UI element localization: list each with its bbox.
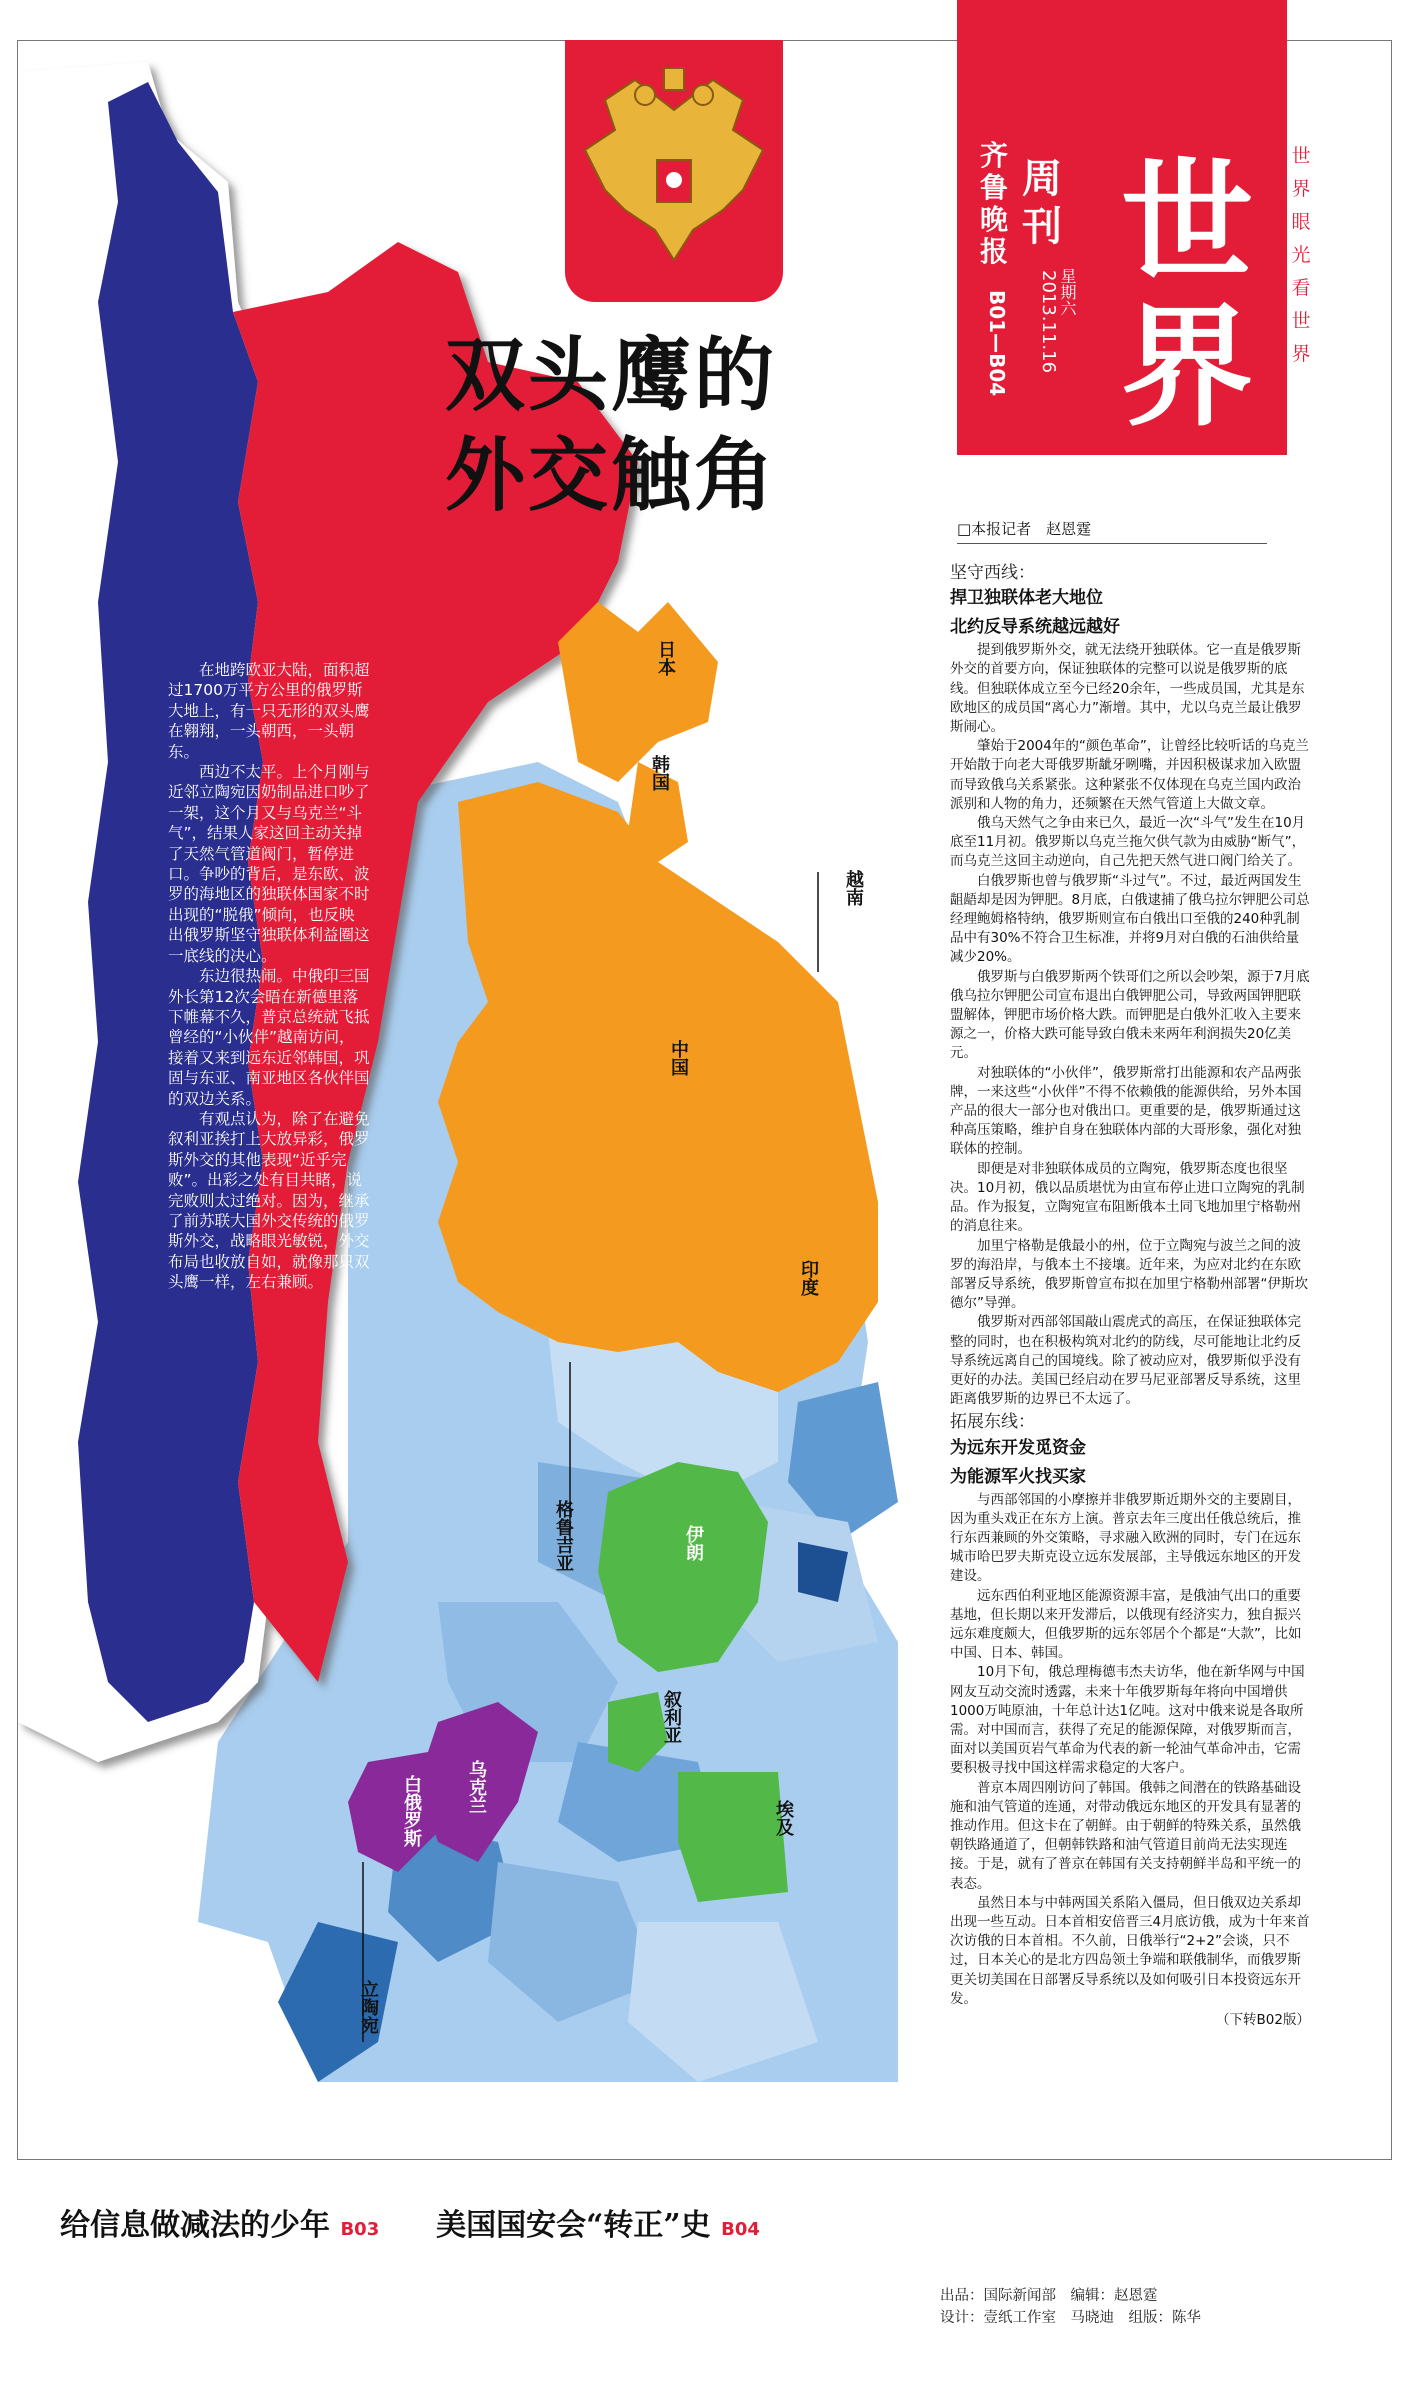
label-lithuania: 立陶宛: [358, 1980, 379, 2034]
headline-line-1: 双头鹰的: [445, 328, 777, 422]
label-korea: 韩国: [649, 755, 670, 791]
label-china: 中国: [668, 1040, 689, 1076]
label-japan: 日本: [655, 640, 676, 676]
article-paragraph: 肇始于2004年的“颜色革命”，让曾经比较听话的乌克兰开始散于向老大哥俄罗斯龇牙咧嘴，并因积极谋求加入欧盟而导致俄乌关系紧张。这种紧张不仅体现在乌克兰国内政治派别和人物的角力，还频繁在天然气管道上大做文章。: [950, 738, 1309, 812]
teaser-2-title[interactable]: 美国国安会“转正”史: [436, 2208, 711, 2243]
label-india: 印度: [798, 1260, 819, 1296]
byline: □本报记者 赵恩霆: [957, 518, 1267, 544]
label-vietnam: 越南: [843, 870, 864, 906]
teaser-2-page: B04: [721, 2219, 760, 2240]
section-2-head-1: 为远东开发觅资金: [950, 1437, 1086, 1458]
intro-paragraph: 在地跨欧亚大陆，面积超过1700万平方公里的俄罗斯大地上，有一只无形的双头鹰在翱翔，一头朝西，一头朝东。: [168, 661, 370, 761]
section-1-head-2: 北约反导系统越远越好: [950, 617, 1120, 638]
article-paragraph: 即便是对非独联体成员的立陶宛，俄罗斯态度也很坚决。10月初，俄以品质堪忧为由宣布停止进口立陶宛的乳制品。作为报复，立陶宛宣布阻断俄本土同飞地加里宁格勒州的消息往来。: [950, 1160, 1305, 1235]
article-paragraph: 10月下旬，俄总理梅德韦杰夫访华，他在新华网与中国网友互动交流时透露，未来十年俄罗斯每年将向中国增供1000万吨原油，十年总计达1亿吨。这对中俄来说是各取所需。对中国而言，获得了充足的能源保障，对俄罗斯而言，面对以美国页岩气革命为代表的新一轮油气革命冲击，它需要积极寻找中国这样需求稳定的大客户。: [950, 1664, 1305, 1777]
intro-column: [168, 660, 370, 1293]
article-paragraph: 普京本周四刚访问了韩国。俄韩之间潜在的铁路基础设施和油气管道的连通，对带动俄远东地区的开发具有显著的推动作用。但这卡在了朝鲜。由于朝鲜的特殊关系，虽然俄朝铁路通道了，但朝韩铁路和油气管道目前尚无法实现连接。于是，就有了普京在韩国有关支持朝鲜半岛和平统一的表态。: [950, 1779, 1301, 1892]
egypt-shape: [678, 1772, 788, 1902]
article-paragraph: 俄罗斯与白俄罗斯两个铁哥们之所以会吵架，源于7月底俄乌拉尔钾肥公司宣布退出白俄钾肥公司，导致两国钾肥联盟解体，钾肥市场价格大跌。而钾肥是白俄外汇收入主要来源之一，价格大跌可能导致白俄未来两年利润损失20亿美元。: [950, 968, 1310, 1062]
label-syria: 叙利亚: [661, 1690, 682, 1744]
article-paragraph: 白俄罗斯也曾与俄罗斯“斗过气”。不过，最近两国发生龃龉却是因为钾肥。8月底，白俄逮捕了俄乌拉尔钾肥公司总经理鲍姆格特纳，俄罗斯则宣布白俄出口至俄的240种乳制品中有30%不符合卫生标准，并将9月对白俄的石油供给量减少20%。: [950, 872, 1310, 966]
section-2-head-2: 为能源军火找买家: [950, 1466, 1086, 1487]
article-paragraph: 远东西伯利亚地区能源资源丰富，是俄油气出口的重要基地，但长期以来开发滞后，以俄现有经济实力，独自振兴远东难度颇大，但俄罗斯的远东邻居个个都是“大款”，比如中国、日本、韩国。: [950, 1587, 1302, 1662]
section-1-label: 坚守西线：: [950, 563, 1035, 583]
label-iran: 伊朗: [683, 1525, 704, 1561]
article-paragraph: 与西部邻国的小摩擦并非俄罗斯近期外交的主要剧目，因为重头戏正在东方上演。普京去年三度出任俄总统后，推行东西兼顾的外交策略，寻求融入欧洲的同时，专门在远东城市哈巴罗夫斯克设立远东发展部，主导俄远东地区的开发建设。: [950, 1491, 1301, 1585]
label-belarus: 白俄罗斯: [401, 1775, 422, 1847]
article-paragraph: 俄乌天然气之争由来已久，最近一次“斗气”发生在10月底至11月初。俄罗斯以乌克兰拖欠供气款为由威胁“断气”，而乌克兰这回主动逆向，自己先把天然气进口阀门给关了。: [950, 815, 1306, 870]
article-paragraph: 对独联体的“小伙伴”，俄罗斯常打出能源和农产品两张牌，一来这些“小伙伴”不得不依赖俄的能源供给，另外本国产品的很大一部分也对俄出口。更重要的是，俄罗斯通过这种高压策略，维护自身在独联体内部的大哥形象，强化对独联体的控制。: [950, 1064, 1302, 1158]
issue-date: 2013.11.16: [1038, 270, 1059, 374]
article-paragraph: 俄罗斯对西部邻国敲山震虎式的高压，在保证独联体完整的同时，也在积极构筑对北约的防线，尽可能地让北约反导系统远离自己的国境线。除了被动应对，俄罗斯似乎没有更好的办法。美国已经启动在罗马尼亚部署反导系统，这里距离俄罗斯的边界已不太远了。: [950, 1314, 1301, 1408]
weekday: 星期六: [1058, 268, 1077, 316]
masthead: [957, 0, 1287, 455]
teaser-1-title[interactable]: 给信息做减法的少年: [60, 2208, 330, 2243]
headline: [445, 325, 905, 525]
article-paragraph: 加里宁格勒是俄最小的州，位于立陶宛与波兰之间的波罗的海沿岸，与俄本土不接壤。近年来，为应对北约在东欧部署反导系统，俄罗斯曾宣布拟在加里宁格勒州部署“伊斯坎德尔”导弹。: [950, 1237, 1308, 1312]
article-paragraph: 虽然日本与中韩两国关系陷入僵局，但日俄双边关系却出现一些互动。日本首相安倍晋三4月底访俄，成为十年来首次访俄的日本首相。不久前，日俄举行“2+2”会谈，只不过，日本关心的是北方四岛领土争端和联俄制华，而俄罗斯更关切美国在日部署反导系统以及如何吸引日本投资远东开发。: [950, 1894, 1310, 2007]
continued-note: （下转B02版）: [1216, 2012, 1310, 2029]
label-egypt: 埃及: [773, 1800, 794, 1836]
credits-line-1: 出品：国际新闻部 编辑：赵恩霆: [940, 2288, 1158, 2304]
bottom-teasers: [60, 2200, 920, 2243]
section-slogan: 世界眼光看世界: [1291, 145, 1311, 365]
article-body: [950, 560, 1310, 2030]
section-1-head-1: 捍卫独联体老大地位: [950, 588, 1103, 609]
coat-of-arms-badge: [565, 40, 783, 302]
credits-line-2: 设计：壹纸工作室 马晓迪 组版：陈华: [940, 2310, 1201, 2326]
double-headed-eagle-icon: [565, 40, 783, 302]
weekly-label: 周刊: [1022, 156, 1062, 250]
article-paragraph: 提到俄罗斯外交，就无法绕开独联体。它一直是俄罗斯外交的首要方向，保证独联体的完整可以说是俄罗斯的底线。但独联体成立至今已经20余年，一些成员国，尤其是东欧地区的成员国“离心力”渐增。其中，尤以乌克兰最让俄罗斯闹心。: [950, 642, 1305, 736]
page-range: B01—B04: [985, 290, 1009, 397]
credits: [940, 2285, 1360, 2329]
section-name: 世界: [1121, 145, 1253, 445]
section-2-label: 拓展东线：: [950, 1412, 1035, 1433]
label-georgia: 格鲁吉亚: [553, 1500, 574, 1572]
headline-line-2: 外交触角: [445, 428, 777, 522]
intro-paragraph: 西边不太平。上个月刚与近邻立陶宛因奶制品进口吵了一架，这个月又与乌克兰“斗气”，结果人家这回主动关掉了天然气管道阀门，暂停进口。争吵的背后，是东欧、波罗的海地区的独联体国家不时出现的“脱俄”倾向，也反映出俄罗斯坚守独联体利益圈这一底线的决心。: [168, 763, 370, 965]
label-ukraine: 乌克兰: [466, 1760, 487, 1814]
intro-paragraph: 有观点认为，除了在避免叙利亚挨打上大放异彩，俄罗斯外交的其他表现“近乎完败”。出彩之处有目共睹，说完败则太过绝对。因为，继承了前苏联大国外交传统的俄罗斯外交，战略眼光敏锐，外交布局也收放自如，就像那只双头鹰一样，左右兼顾。: [168, 1109, 370, 1292]
newspaper-logo: 齐鲁晚报: [979, 139, 1008, 268]
intro-paragraph: 东边很热闹。中俄印三国外长第12次会晤在新德里落下帷幕不久，普京总统就飞抵曾经的“小伙伴”越南访问，接着又来到远东近邻韩国，巩固与东亚、南亚地区各伙伴国的双边关系。: [168, 967, 370, 1108]
teaser-1-page: B03: [340, 2219, 380, 2240]
